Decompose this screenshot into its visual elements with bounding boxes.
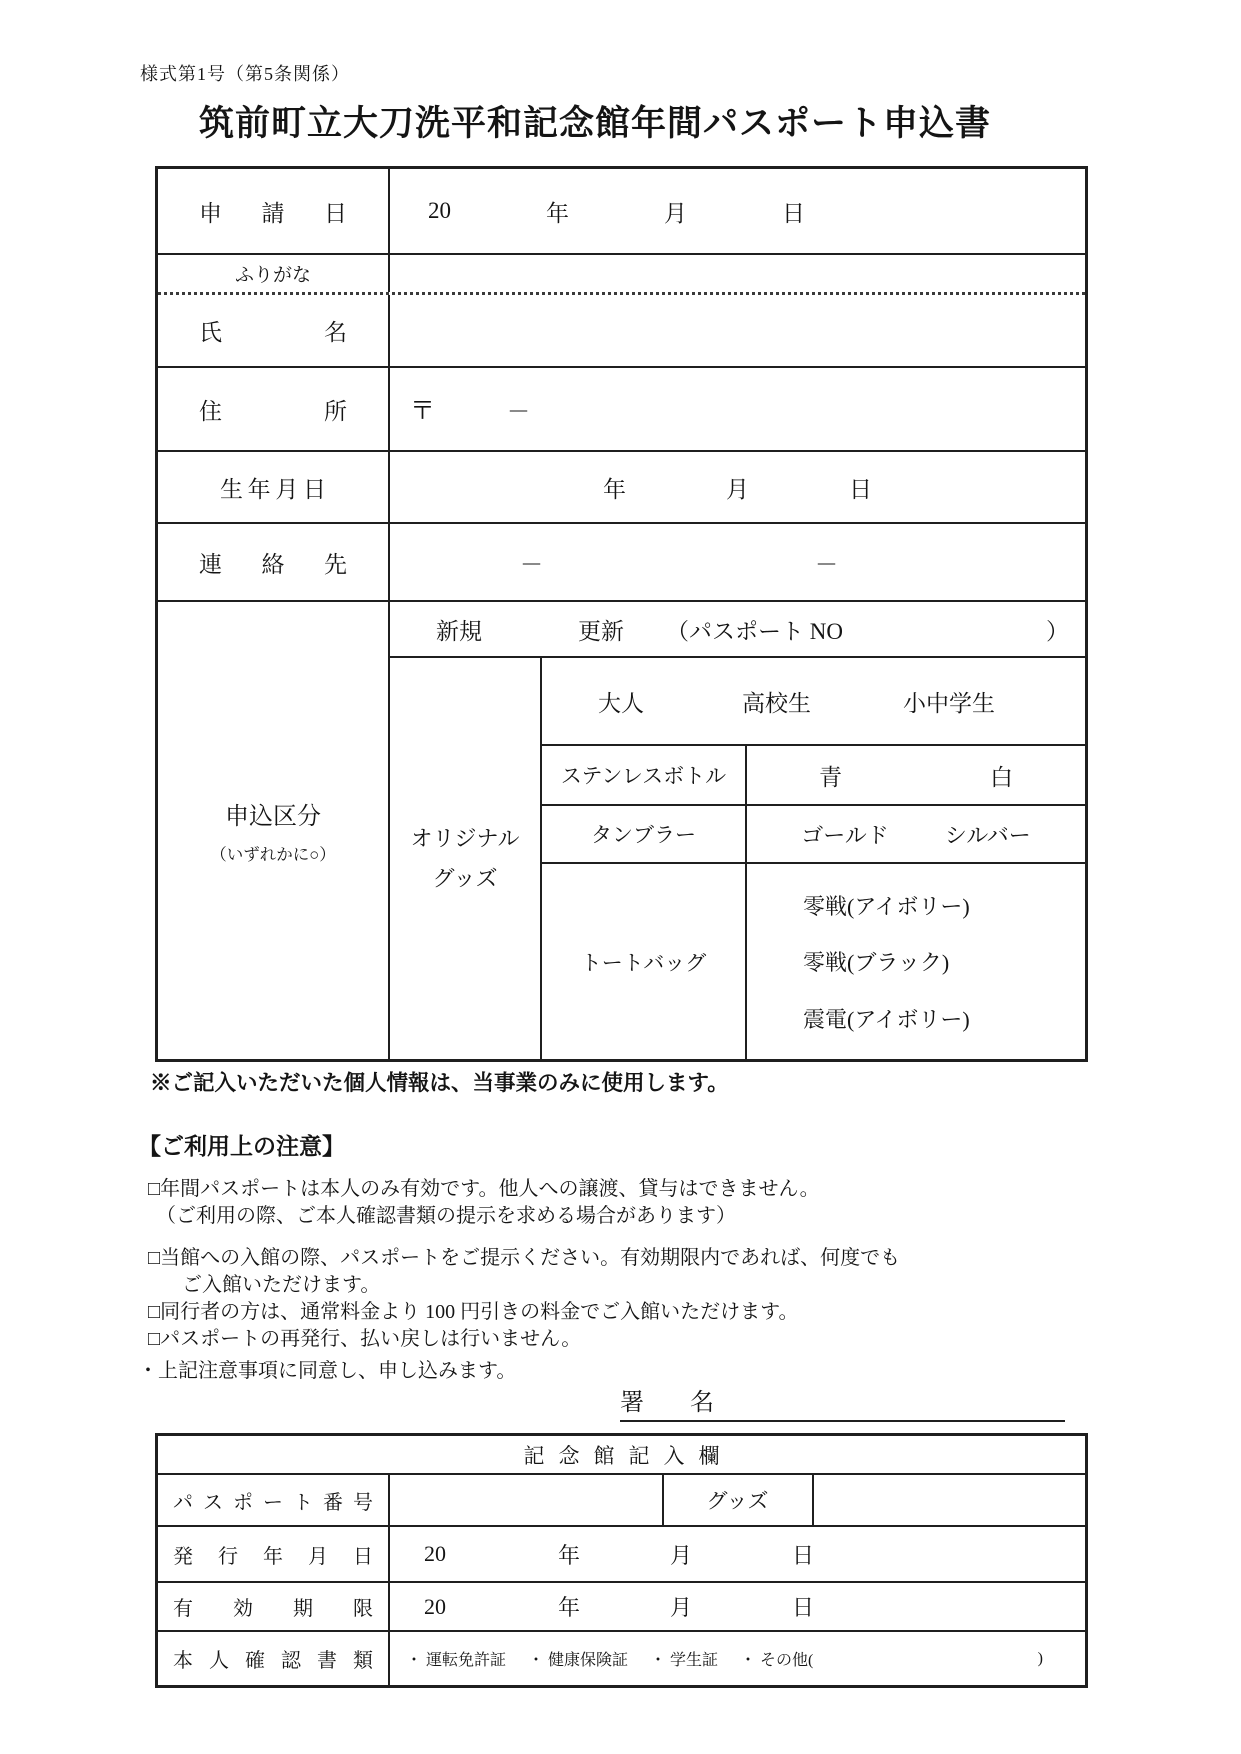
tote-bag-options: [747, 864, 1085, 1059]
issue-date-label-cell: [158, 1527, 390, 1581]
application-date-label-cell: [158, 169, 390, 253]
contact-dash1: －: [520, 551, 543, 577]
new-renew-row: [390, 602, 1085, 658]
address-row: [158, 368, 1085, 452]
category-row: [158, 602, 1085, 1059]
expiry-date-label: 有効期限: [173, 1598, 373, 1620]
address-label: 住所: [199, 398, 347, 424]
unit-month: 月: [670, 1542, 693, 1568]
signature-label: 署 名: [620, 1390, 734, 1416]
notice-line: □年間パスポートは本人のみ有効です。他人への譲渡、貸与はできません。: [148, 1178, 820, 1200]
name-row: [158, 295, 1085, 368]
option-shinden-ivory[interactable]: 震電(アイボリー): [803, 1006, 970, 1032]
original-goods-label-line1: オリジナル: [410, 825, 520, 851]
contact-input[interactable]: [390, 524, 1085, 600]
unit-day: 日: [792, 1595, 815, 1620]
stainless-bottle-row: [542, 746, 1085, 806]
postal-mark: 〒: [410, 398, 436, 425]
option-blue[interactable]: 青: [819, 764, 842, 790]
application-date-year-prefix: 20: [428, 198, 451, 223]
contact-label-cell: [158, 524, 390, 600]
furigana-label: ふりがな: [234, 265, 311, 286]
other-close-paren: ): [1037, 1649, 1043, 1667]
office-table-header: 記念館記入欄: [158, 1436, 1085, 1475]
option-white[interactable]: 白: [990, 764, 1013, 790]
passport-type-row: [542, 658, 1085, 746]
unit-day: 日: [782, 200, 805, 226]
issue-date-label: 発行年月日: [173, 1545, 373, 1568]
notice-line: □当館への入館の際、パスポートをご提示ください。有効期限内であれば、何度でも: [148, 1247, 901, 1269]
notice-line: □パスポートの再発行、払い戻しは行いません。: [148, 1328, 582, 1350]
issue-date-year-prefix: 20: [424, 1541, 446, 1566]
passport-number-row: [158, 1475, 1085, 1527]
name-label: 氏名: [199, 320, 347, 345]
passport-number-input[interactable]: [390, 1475, 664, 1525]
unit-month: 月: [726, 476, 749, 502]
option-health-insurance[interactable]: ・ 健康保険証: [528, 1652, 629, 1669]
notice-heading: 【ご利用上の注意】: [138, 1133, 345, 1159]
original-goods-label-line2: グッズ: [432, 865, 498, 891]
furigana-input[interactable]: [390, 255, 1085, 292]
unit-day: 日: [849, 476, 872, 502]
form-number: 様式第1号（第5条関係）: [140, 64, 350, 84]
category-content: [390, 602, 1085, 1059]
privacy-note: ※ご記入いただいた個人情報は、当事業のみに使用します。: [150, 1071, 729, 1095]
agreement-line: ・上記注意事項に同意し、申し込みます。: [138, 1360, 517, 1382]
birth-date-label-cell: [158, 452, 390, 522]
category-grid: [390, 658, 1085, 1059]
address-label-cell: [158, 368, 390, 450]
option-elementary[interactable]: 小中学生: [903, 690, 995, 716]
option-silver[interactable]: シルバー: [944, 822, 1031, 848]
address-input[interactable]: [390, 368, 1085, 450]
issue-date-row: [158, 1527, 1085, 1583]
passport-number-label: パスポート番号: [173, 1491, 373, 1514]
unit-year: 年: [558, 1595, 581, 1620]
page-title: 筑前町立大刀洗平和記念館年間パスポート申込書: [198, 104, 991, 143]
birth-date-row: [158, 452, 1085, 524]
id-documents-label-cell: [158, 1632, 390, 1685]
name-input[interactable]: [390, 295, 1085, 366]
option-highschool[interactable]: 高校生: [742, 690, 811, 716]
category-label: 申込区分: [225, 804, 321, 830]
unit-year: 年: [603, 476, 626, 502]
passport-number-label-cell: [158, 1475, 390, 1525]
birth-date-label: 生年月日: [220, 476, 326, 502]
option-zero-black[interactable]: 零戦(ブラック): [803, 950, 950, 975]
option-new[interactable]: 新規: [436, 618, 482, 644]
tumbler-row: [542, 806, 1085, 864]
application-date-label: 申請日: [199, 200, 347, 226]
option-gold[interactable]: ゴールド: [801, 822, 889, 848]
notice-line: □同行者の方は、通常料金より 100 円引きの料金でご入館いただけます。: [148, 1301, 799, 1323]
furigana-row: [158, 255, 1085, 295]
id-documents-options: [390, 1632, 1085, 1685]
category-label-cell: [158, 602, 390, 1059]
category-note: （いずれかに○）: [210, 845, 336, 864]
contact-dash2: －: [815, 551, 838, 577]
stainless-bottle-options: [747, 746, 1085, 804]
option-renewal[interactable]: 更新: [578, 618, 624, 644]
notice-list: [148, 1176, 900, 1353]
passport-no-open: （パスポート NO: [666, 618, 843, 644]
issue-date-input[interactable]: [390, 1527, 1085, 1581]
application-date-input[interactable]: [390, 169, 1085, 253]
unit-month: 月: [670, 1595, 693, 1620]
id-documents-row: [158, 1632, 1085, 1685]
option-other[interactable]: ・ その他(: [740, 1652, 814, 1669]
unit-year: 年: [558, 1542, 581, 1568]
name-label-cell: [158, 295, 390, 366]
goods-input[interactable]: [814, 1475, 1086, 1525]
unit-month: 月: [664, 200, 687, 226]
signature-field[interactable]: [620, 1382, 1065, 1422]
option-zero-ivory[interactable]: 零戦(アイボリー): [803, 893, 970, 919]
birth-date-input[interactable]: [390, 452, 1085, 522]
tumbler-options: [747, 806, 1085, 862]
office-use-table: [155, 1433, 1088, 1688]
tumbler-label: タンブラー: [542, 806, 747, 862]
expiry-date-input[interactable]: [390, 1583, 1085, 1630]
option-drivers-license[interactable]: ・ 運転免許証: [406, 1652, 507, 1669]
postal-dash: －: [507, 398, 531, 424]
contact-row: [158, 524, 1085, 602]
goods-label: グッズ: [664, 1475, 814, 1525]
stainless-bottle-label: ステンレスボトル: [542, 746, 747, 804]
expiry-year-prefix: 20: [424, 1593, 446, 1619]
unit-day: 日: [792, 1542, 815, 1568]
applicant-table: [155, 166, 1088, 1062]
option-adult[interactable]: 大人: [598, 690, 644, 716]
notice-line: ご入館いただけます。: [182, 1274, 381, 1296]
tote-bag-label: トートバッグ: [542, 864, 747, 1059]
category-options: [542, 658, 1085, 1059]
original-goods-label-cell: [390, 658, 542, 1059]
notice-line: （ご利用の際、ご本人確認書類の提示を求める場合があります）: [156, 1205, 736, 1227]
furigana-label-cell: [158, 255, 390, 292]
tote-bag-row: [542, 864, 1085, 1059]
contact-label: 連絡先: [199, 551, 347, 577]
option-student-id[interactable]: ・ 学生証: [650, 1652, 719, 1669]
expiry-date-row: [158, 1583, 1085, 1632]
unit-year: 年: [546, 200, 569, 226]
passport-no-close: ）: [1046, 618, 1069, 644]
application-date-row: [158, 169, 1085, 255]
id-documents-label: 本人確認書類: [173, 1650, 373, 1672]
expiry-date-label-cell: [158, 1583, 390, 1630]
